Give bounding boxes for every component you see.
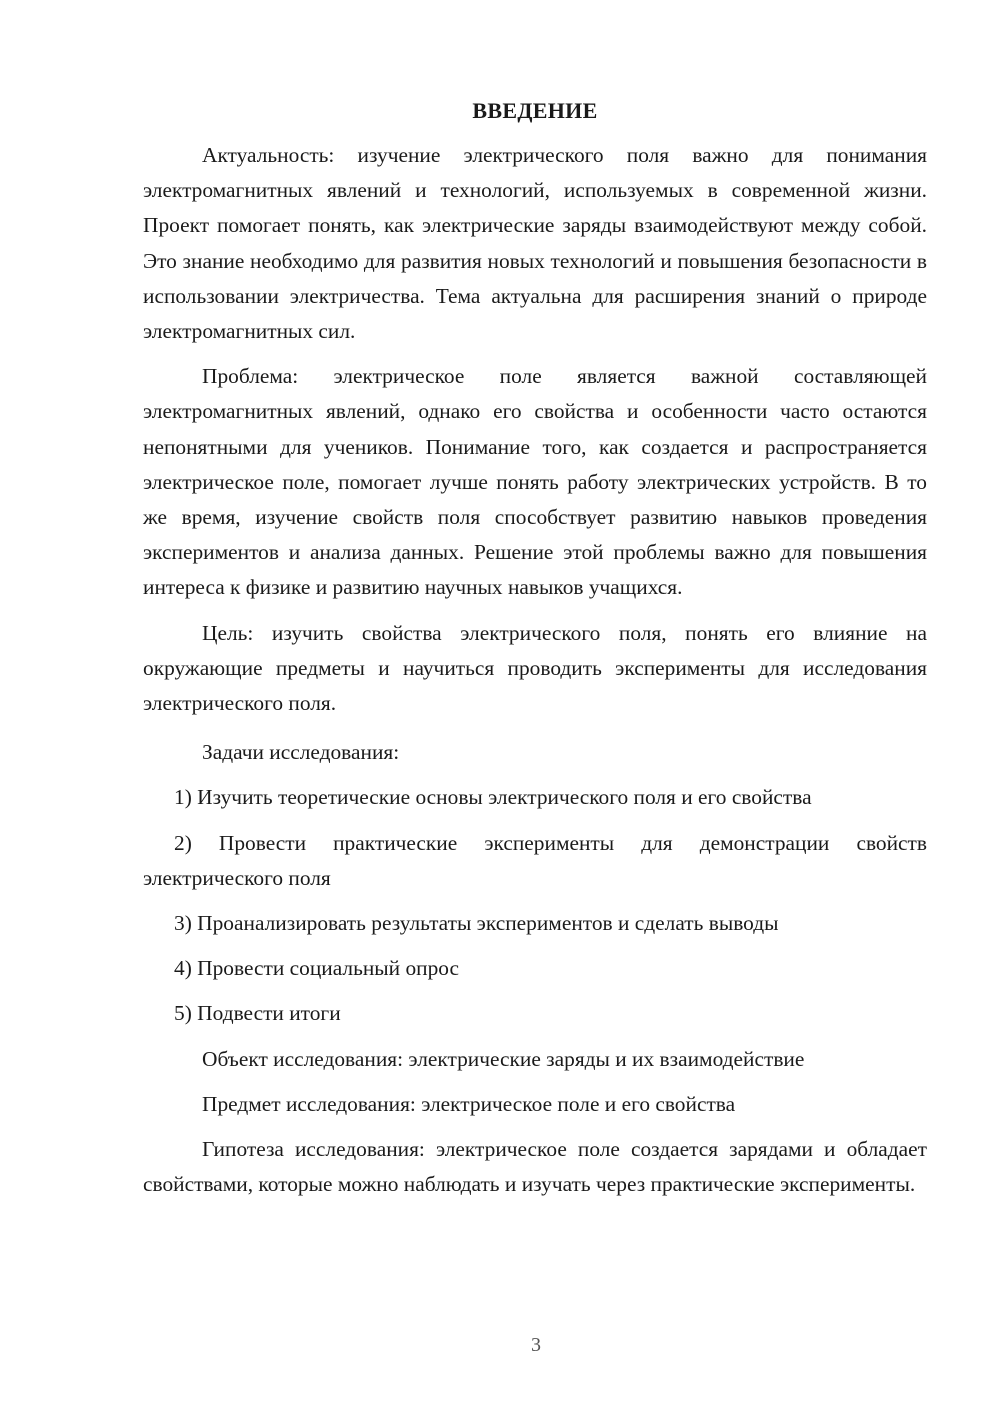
hypothesis-paragraph: Гипотеза исследования: электрическое поле создается зарядами и обладает свойствами, которые можно наблюдать и изучать через практические эксперименты. [143, 1137, 927, 1197]
problem-paragraph: Проблема: электрическое поле является важной составляющей электромагнитных явлений, однако его свойства и особенности часто остаются непонятными для учеников. Понимание того, как создается и распространяется электрическое поле, помогает лучше понять работу электрических устройств. В то же время, изучение свойств поля способствует развитию навыков проведения экспериментов и анализа данных. Решение этой проблемы важно для повышения интереса к физике и развитию научных навыков учащихся. [143, 364, 927, 600]
goal-paragraph: Цель: изучить свойства электрического поля, понять его влияние на окружающие предметы и научиться проводить эксперименты для исследования электрического поля. [143, 620, 927, 716]
list-item: 4) Провести социальный опрос [174, 956, 460, 981]
tasks-list [143, 780, 927, 1031]
list-item: 2) Провести практические эксперименты для демонстрации свойств электрического поля [143, 830, 927, 890]
document-page [143, 96, 927, 1212]
subject-line: Предмет исследования: электрическое поле и его свойства [202, 1091, 736, 1116]
page-title: ВВЕДЕНИЕ [472, 98, 598, 123]
relevance-paragraph: Актуальность: изучение электрического поля важно для понимания электромагнитных явлений и технологий, используемых в современной жизни. Проект помогает понять, как электрические заряды взаимодействуют между собой. Это знание необходимо для развития новых технологий и повышения безопасности в использовании электричества. Тема актуальна для расширения знаний о природе электромагнитных сил. [143, 143, 927, 344]
list-item: 5) Подвести итоги [174, 1001, 341, 1026]
object-line: Объект исследования: электрические заряды и их взаимодействие [202, 1046, 805, 1071]
list-item: 1) Изучить теоретические основы электрического поля и его свойства [174, 785, 812, 810]
tasks-heading: Задачи исследования: [202, 740, 400, 765]
page-number: 3 [531, 1334, 541, 1356]
list-item: 3) Проанализировать результаты экспериментов и сделать выводы [174, 911, 779, 936]
